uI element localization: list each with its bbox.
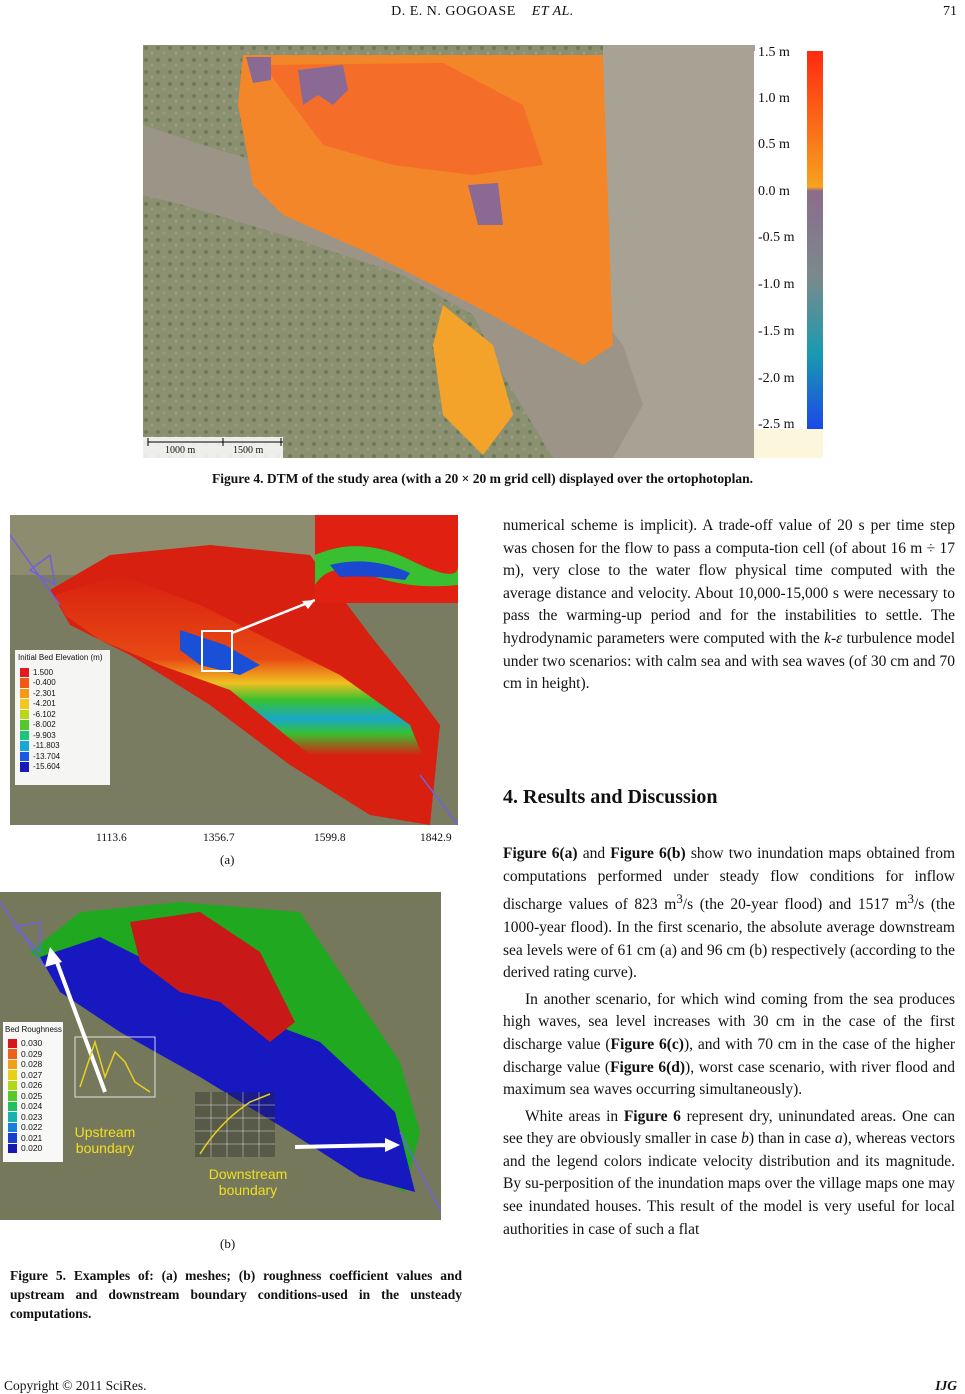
figure-4-caption: Figure 4. DTM of the study area (with a 20 × 20 m grid cell) displayed over the ortophotoplan.	[212, 471, 753, 486]
dtm-map-image	[143, 45, 823, 458]
mesh-legend-swatch	[20, 678, 29, 688]
paragraph-text: White areas in Figure 6 represent dry, uninundated areas. One can see they are obviously smaller in case b) than in case a), whereas vectors and the legend colors indicate velocity distribution and its magnitude. By su-perposition of the inundation maps over the village maps one may see inundated houses. This result of the model is very useful for local authorities in case of such a flat	[503, 1107, 956, 1238]
scale-label: 1000 m	[165, 445, 196, 456]
dtm-legend-label: 1.0 m	[758, 91, 790, 106]
dtm-legend-label: -2.0 m	[758, 371, 795, 386]
mesh-legend-row	[20, 688, 60, 699]
roughness-legend-swatch	[8, 1112, 17, 1122]
roughness-legend-row	[8, 1038, 42, 1049]
roughness-legend-value: 0.028	[21, 1059, 43, 1070]
dtm-legend-label: 0.0 m	[758, 184, 790, 199]
figure-5b	[0, 892, 441, 1220]
mesh-legend-swatch	[20, 741, 29, 751]
dtm-legend-label: 0.5 m	[758, 137, 790, 152]
x-tick: 1842.9	[420, 832, 452, 844]
mesh-legend-value: -0.400	[33, 678, 56, 688]
mesh-legend-swatch	[20, 762, 29, 772]
figure-5a-label: (a)	[220, 852, 235, 867]
header-et-al: ET AL.	[531, 4, 574, 19]
mesh-legend-value: -9.903	[33, 730, 56, 740]
roughness-legend	[8, 1038, 42, 1154]
page-number: 71	[943, 4, 957, 19]
roughness-legend-swatch	[8, 1060, 17, 1070]
roughness-legend-row	[8, 1133, 42, 1144]
dtm-legend-label: -2.5 m	[758, 417, 795, 432]
journal-name: IJG	[935, 1378, 957, 1393]
mesh-legend-value: 1.500	[33, 667, 54, 677]
mesh-legend-value: -11.803	[33, 741, 60, 751]
roughness-legend-swatch	[8, 1144, 17, 1154]
roughness-legend-swatch	[8, 1091, 17, 1101]
scale-label: 1500 m	[233, 445, 264, 456]
dtm-legend-label: -1.5 m	[758, 324, 795, 339]
paragraph-text: In another scenario, for which wind coming from the sea produces high waves, sea level increases with 30 cm in the case of the first discharge value (Figure 6(c)), and with 70 cm in the case of the higher discharge value (Figure 6(d)), worst case scenario, with river flood and maximum sea waves occurring simultaneously).	[503, 990, 955, 1099]
figure-4	[143, 45, 823, 458]
figure-5a	[10, 515, 458, 825]
mesh-legend-swatch	[20, 731, 29, 741]
roughness-legend-swatch	[8, 1133, 17, 1143]
roughness-legend-row	[8, 1112, 42, 1123]
roughness-legend-value: 0.022	[21, 1122, 43, 1133]
roughness-legend-row	[8, 1143, 42, 1154]
x-tick: 1113.6	[96, 832, 127, 844]
roughness-legend-swatch	[8, 1081, 17, 1091]
mesh-legend-row	[20, 667, 60, 678]
mesh-legend-swatch	[20, 699, 29, 709]
paragraph-text: numerical scheme is implicit). A trade-off value of 20 s per time step was chosen for the flow to pass a computa-tion cell (of about 16 m ÷ 17 m), very close to the water flow physical time computed with the average distance and velocity. About 10,000-15,000 s were necessary to pass the warming-up period and for the instabilities to settle. The hydrodynamic parameters were computed with the k-ε turbulence model under two scenarios: with calm sea and with sea waves (of 30 cm and 70 cm in height).	[503, 517, 956, 693]
mesh-legend-row	[20, 751, 60, 762]
mesh-legend-value: -6.102	[33, 709, 56, 719]
x-tick: 1599.8	[314, 832, 346, 844]
roughness-legend-value: 0.024	[21, 1101, 43, 1112]
mesh-legend-row	[20, 720, 60, 731]
roughness-legend-value: 0.020	[21, 1143, 43, 1154]
mesh-legend-swatch	[20, 710, 29, 720]
figure-5b-label: (b)	[220, 1236, 236, 1251]
x-tick: 1356.7	[203, 832, 235, 844]
mesh-legend	[20, 667, 60, 772]
mesh-legend-row	[20, 678, 60, 689]
roughness-legend-swatch	[8, 1123, 17, 1133]
mesh-legend-swatch	[20, 668, 29, 678]
roughness-legend-row	[8, 1070, 42, 1081]
dtm-legend-label: -0.5 m	[758, 230, 795, 245]
mesh-legend-swatch	[20, 689, 29, 699]
mesh-legend-value: -13.704	[33, 751, 61, 761]
roughness-legend-value: 0.023	[21, 1111, 43, 1122]
paragraph-1	[503, 515, 955, 696]
mesh-legend-value: -4.201	[33, 699, 56, 709]
roughness-legend-row	[8, 1049, 42, 1060]
mesh-legend-row	[20, 730, 60, 741]
roughness-legend-value: 0.025	[21, 1090, 43, 1101]
dtm-legend	[756, 45, 808, 445]
mesh-image	[10, 515, 458, 825]
roughness-legend-row	[8, 1080, 42, 1091]
mesh-legend-swatch	[20, 752, 29, 762]
figure-5-caption: Figure 5. Examples of: (a) meshes; (b) roughness coefficient values and upstream and downstream boundary conditions-used in the unsteady computations.	[10, 1268, 462, 1321]
mesh-legend-swatch	[20, 720, 29, 730]
mesh-legend-value: -15.604	[33, 762, 61, 772]
roughness-legend-swatch	[8, 1102, 17, 1112]
mesh-legend-row	[20, 699, 60, 710]
roughness-legend-value: 0.029	[21, 1048, 43, 1059]
header-authors: D. E. N. GOGOASE	[391, 4, 516, 19]
mesh-legend-row	[20, 741, 60, 752]
mesh-legend-row	[20, 709, 60, 720]
roughness-legend-row	[8, 1091, 42, 1102]
dtm-legend-label: -1.0 m	[758, 277, 795, 292]
mesh-legend-title: Initial Bed Elevation (m)	[18, 653, 103, 662]
roughness-legend-value: 0.030	[21, 1038, 43, 1049]
roughness-legend-value: 0.027	[21, 1069, 43, 1080]
upstream-boundary-label: Upstream boundary	[74, 1124, 136, 1156]
roughness-legend-title: Bed Roughness	[5, 1025, 62, 1034]
roughness-legend-row	[8, 1059, 42, 1070]
roughness-legend-swatch	[8, 1070, 17, 1080]
roughness-legend-value: 0.026	[21, 1080, 43, 1091]
roughness-legend-row	[8, 1122, 42, 1133]
running-header	[0, 4, 965, 20]
mesh-legend-row	[20, 762, 60, 773]
roughness-legend-swatch	[8, 1049, 17, 1059]
paragraph-text: Figure 6(a) and Figure 6(b) show two inundation maps obtained from computations performed under steady flow conditions for inflow discharge values of 823 $m^3/s$ (the 20-year flood) and 1517 $m^3/s$ (the 1000-year flood). In the first scenario, the absolute average downstream sea levels were of 61 cm (a) and 96 cm (b) respectively (according to the derived rating curve).	[503, 845, 955, 982]
section-title: 4. Results and Discussion	[503, 786, 718, 808]
dtm-legend-label: 1.5 m	[758, 45, 790, 60]
paragraph-2	[503, 843, 955, 1241]
roughness-legend-swatch	[8, 1039, 17, 1049]
mesh-legend-value: -8.002	[33, 720, 56, 730]
roughness-legend-row	[8, 1101, 42, 1112]
roughness-legend-value: 0.021	[21, 1132, 43, 1143]
copyright: Copyright © 2011 SciRes.	[4, 1378, 147, 1393]
mesh-legend-value: -2.301	[33, 688, 56, 698]
downstream-boundary-label: Downstream boundary	[208, 1166, 288, 1198]
